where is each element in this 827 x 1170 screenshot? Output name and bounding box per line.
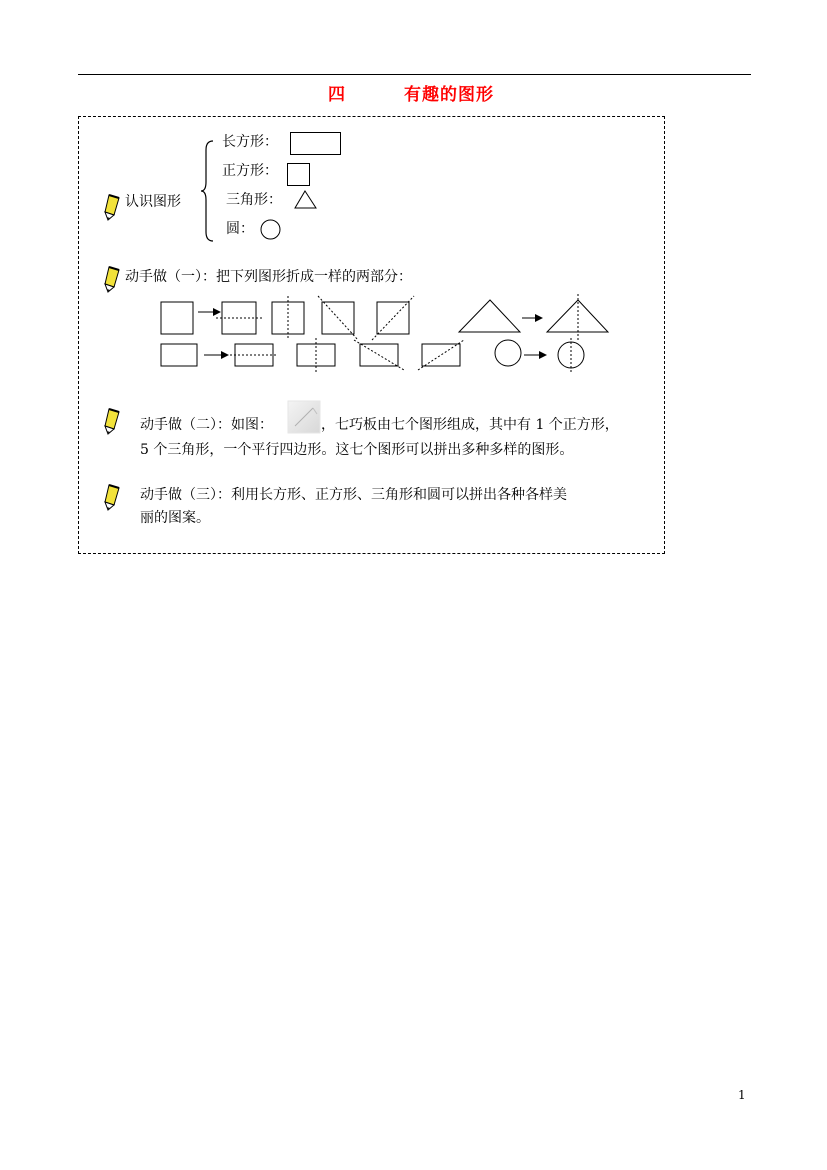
square-shape — [287, 163, 311, 187]
circle-shape — [260, 219, 282, 241]
triangle-original — [459, 300, 520, 332]
brace-icon — [200, 140, 214, 242]
rectangle-fold-diagonal-2 — [422, 344, 460, 366]
rectangle-original — [161, 344, 197, 366]
square-original — [161, 302, 193, 334]
header-rule — [78, 74, 751, 75]
shape-label-square: 正方形： — [222, 163, 278, 179]
pencil-icon — [103, 265, 121, 293]
shape-label-rectangle: 长方形： — [222, 134, 278, 150]
pencil-icon — [103, 483, 121, 511]
square-fold-diagonal-2 — [377, 302, 409, 334]
rectangle-shape — [290, 132, 342, 156]
shape-label-circle: 圆： — [226, 221, 254, 237]
page-number: 1 — [738, 1088, 746, 1102]
folding-diagram — [150, 290, 620, 380]
activity-2-line-1b: ，七巧板由七个图形组成，其中有 1 个正方形， — [321, 417, 619, 433]
activity-2-line-1a: 动手做（二）：如图： — [140, 417, 273, 433]
triangle-shape — [294, 190, 318, 210]
activity-3-line-1: 动手做（三）：利用长方形、正方形、三角形和圆可以拼出各种各样美 — [140, 487, 567, 503]
square-fold-horizontal — [222, 302, 256, 334]
tangram-icon — [287, 400, 321, 434]
chapter-number: 四 — [328, 85, 346, 105]
activity-2-line-2: 5 个三角形，一个平行四边形。这七个图形可以拼出多种多样的图形。 — [140, 442, 574, 458]
pencil-icon — [103, 193, 121, 221]
recognize-label: 认识图形 — [125, 194, 181, 210]
activity-3-line-2: 丽的图案。 — [140, 510, 210, 526]
shape-label-triangle: 三角形： — [226, 192, 282, 208]
circle-original — [495, 340, 521, 366]
chapter-title: 有趣的图形 — [404, 85, 494, 105]
pencil-icon — [103, 407, 121, 435]
activity-1-text: 动手做（一）：把下列图形折成一样的两部分： — [125, 269, 412, 285]
